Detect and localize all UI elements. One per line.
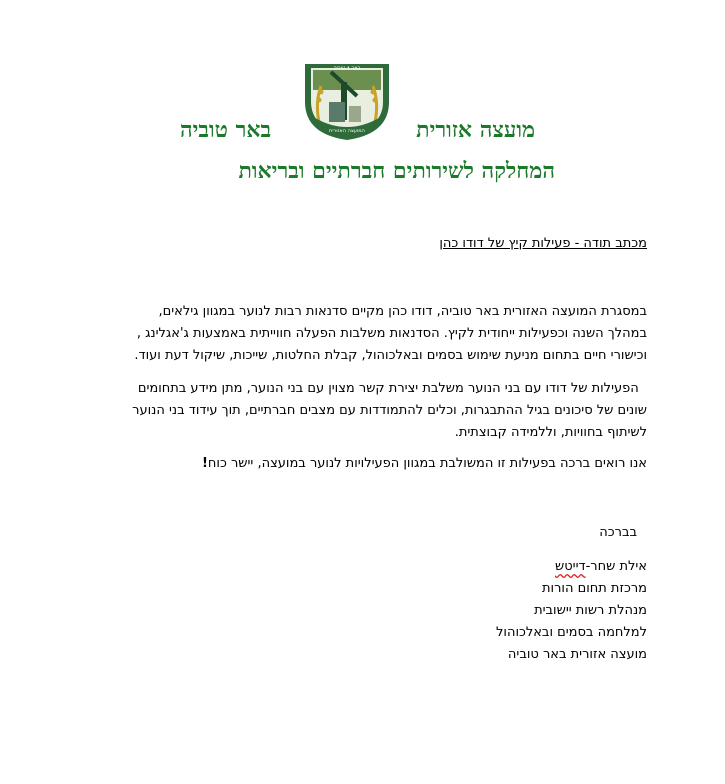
signature-name [496, 556, 647, 578]
paragraph-line: הפעילות של דודו עם בני הנוער משלבת יצירת קשר מצוין עם בני הנוער, מתן מידע בתחומים [137, 381, 647, 396]
logo-top-text: באר • טוביה [333, 65, 361, 71]
logo-bottom-text: המועצה האזורית [329, 128, 365, 134]
signature-block [496, 556, 647, 666]
department-title: המחלקה לשירותים חברתיים ובריאות [238, 158, 555, 184]
org-title-part1: מועצה אזורית [416, 117, 535, 143]
paragraph-2 [82, 378, 647, 444]
closing-greeting: בברכה [599, 525, 637, 540]
signature-org: מועצה אזורית באר טוביה [507, 647, 647, 662]
org-title-part2: באר טוביה [180, 117, 272, 143]
letter-subject: מכתב תודה - פעילות קיץ של דודו כהן [439, 236, 647, 251]
paragraph-text: אנו רואים ברכה בפעילות זו המשולבת במגוון הפעילויות לנוער במועצה, יישר כוח [207, 456, 647, 471]
paragraph-line: במסגרת המועצה האזורית באר טוביה, דודו כהן מקיים סדנאות רבות לנוער במגוון גילאים, [158, 304, 647, 319]
paragraph-emphasis: ! [201, 456, 208, 471]
paragraph-line: במהלך השנה וכפעילות ייחודית לקיץ. הסדנאות משלבות הפעלה חווייתית באמצעות ג'אגלינג , [136, 326, 647, 341]
paragraph-line: שונים של סיכונים בגיל ההתבגרות, וכלים להתמודדות עם מצבים חברתיים, תוך עידוד בני הנוער [132, 403, 647, 418]
org-title [0, 117, 725, 147]
paragraph-1 [82, 301, 647, 367]
paragraph-line: לשיתוף בחוויות, וללמידה קבוצתית. [454, 425, 647, 440]
signature-first-name: אילת שחר- [585, 559, 647, 574]
paragraph-line: וכישורי חיים בתחום מניעת שימוש בסמים ובאלכוהול, קבלת החלטות, שייכות, שיקול דעת ועוד. [134, 348, 647, 363]
signature-surname: דייטש [555, 559, 586, 574]
signature-role: מנהלת רשות יישובית [534, 603, 647, 618]
signature-role: למלחמה בסמים ובאלכוהול [496, 625, 647, 640]
signature-role: מרכזת תחום הורות [541, 581, 647, 596]
paragraph-3 [82, 453, 647, 475]
